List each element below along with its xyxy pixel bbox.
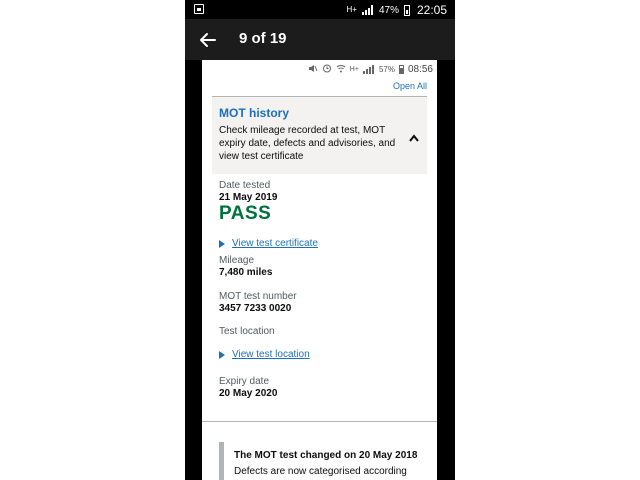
app-bar — [185, 19, 455, 60]
wifi-icon — [336, 64, 346, 75]
test-result: PASS — [219, 203, 272, 224]
test-number-value: 3457 7233 0020 — [219, 303, 292, 314]
alarm-icon — [322, 63, 332, 75]
inner-status-bar — [308, 63, 433, 75]
accordion-heading[interactable]: MOT history — [219, 106, 290, 120]
triangle-right-icon — [219, 240, 225, 248]
test-location-label: Test location — [219, 326, 275, 337]
triangle-right-icon — [219, 351, 225, 359]
phone-frame — [185, 0, 455, 480]
inner-status-time: 08:56 — [407, 63, 433, 75]
signal-icon — [362, 5, 374, 15]
view-location-link[interactable] — [219, 349, 310, 360]
inner-signal-icon — [363, 64, 375, 74]
view-location-label[interactable]: View test location — [232, 349, 310, 360]
section-divider — [202, 421, 437, 422]
mileage-value: 7,480 miles — [219, 267, 273, 278]
view-certificate-link[interactable] — [219, 238, 318, 249]
arrow-left-icon[interactable] — [197, 29, 219, 51]
mileage-label: Mileage — [219, 255, 255, 266]
gallery-icon — [194, 4, 204, 14]
notice-body: Defects are now categorised according — [234, 466, 407, 477]
inner-network-type: H+ — [349, 65, 359, 73]
expiry-date-label: Expiry date — [219, 376, 270, 387]
screenshot-content — [202, 60, 437, 480]
status-time: 22:05 — [416, 3, 447, 17]
battery-percent: 47% — [378, 4, 399, 16]
network-type: H+ — [346, 5, 357, 14]
inner-battery-icon — [399, 65, 404, 74]
page-counter: 9 of 19 — [239, 30, 287, 47]
chevron-up-icon[interactable] — [409, 129, 419, 137]
inset-border — [219, 442, 224, 480]
system-status-bar — [185, 0, 455, 19]
test-number-label: MOT test number — [219, 291, 297, 302]
notice-title: The MOT test changed on 20 May 2018 — [234, 450, 418, 461]
open-all-link[interactable]: Open All — [392, 81, 427, 91]
date-tested-label: Date tested — [219, 180, 271, 191]
inner-battery-percent: 57% — [378, 64, 395, 74]
accordion-summary: Check mileage recorded at test, MOT expiry date, defects and advisories, and view test certificate — [219, 125, 396, 162]
expiry-date-value: 20 May 2020 — [219, 388, 278, 399]
date-tested-value: 21 May 2019 — [219, 192, 278, 203]
battery-icon — [404, 5, 410, 16]
mute-icon — [308, 64, 318, 75]
view-certificate-label[interactable]: View test certificate — [232, 238, 318, 249]
mot-history-accordion[interactable] — [212, 97, 427, 174]
